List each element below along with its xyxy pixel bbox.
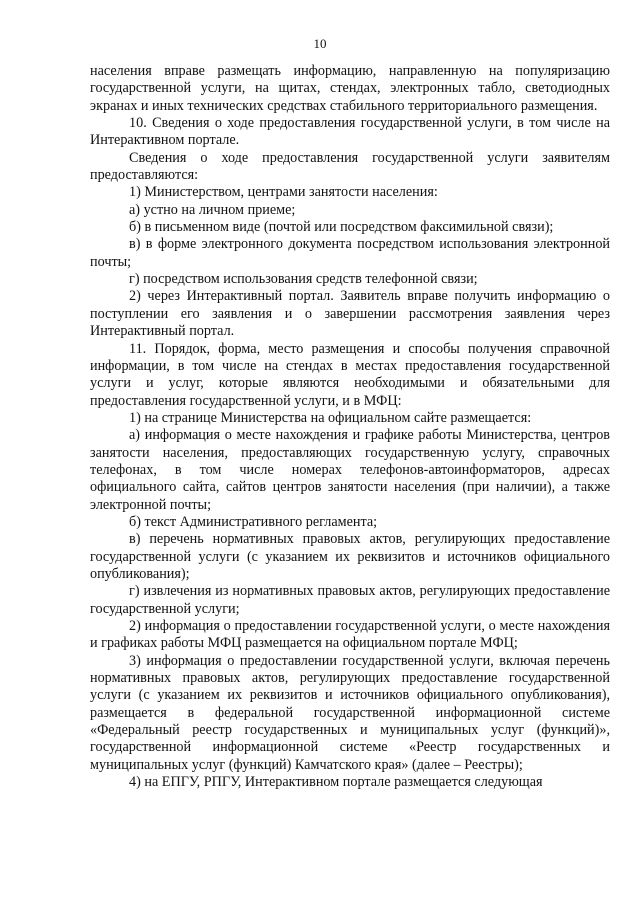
paragraph-8: г) посредством использования средств телефонной связи; [129, 271, 478, 288]
paragraph-10: 11. Порядок, форма, место размещения и способы получения справочной информации, в том числе на стендах в местах предоставления государственной услуги и услуг, которые являются необходимыми и обязательными для предоставления государственной услуги, и в МФЦ: [90, 340, 610, 409]
paragraph-13: б) текст Административного регламента; [129, 513, 378, 530]
document-body [90, 63, 610, 791]
paragraph-7: в) в форме электронного документа посредством использования электронной почты; [90, 236, 610, 270]
paragraph-3: Сведения о ходе предоставления государственной услуги заявителям предоставляются: [90, 149, 610, 184]
paragraph-18: 4) на ЕПГУ, РПГУ, Интерактивном портале размещается следующая [129, 774, 543, 791]
paragraph-5: а) устно на личном приеме; [129, 201, 296, 218]
paragraph-2: 10. Сведения о ходе предоставления государственной услуги, в том числе на Интерактивном портале. [90, 115, 610, 149]
paragraph-4: 1) Министерством, центрами занятости населения: [129, 184, 438, 201]
paragraph-14: в) перечень нормативных правовых актов, регулирующих предоставление государственной услуги (с указанием их реквизитов и источников официального опубликования); [90, 531, 610, 582]
paragraph-17: 3) информация о предоставлении государственной услуги, включая перечень нормативных правовых актов, регулирующих предоставление государственной услуги (с указанием их реквизитов и источников официального опубликования), размещается в федеральной государственной информационной системе «Федеральный реестр государственных и муниципальных услуг (функций)», государственной информационной системе «Реестр государственных и муниципальных услуг (функций) Камчатского края» (далее – Реестры); [90, 652, 610, 773]
paragraph-6: б) в письменном виде (почтой или посредством факсимильной связи); [129, 219, 554, 236]
paragraph-11: 1) на странице Министерства на официальном сайте размещается: [129, 409, 532, 426]
paragraph-12: а) информация о месте нахождения и графике работы Министерства, центров занятости населения, предоставляющих государственную услугу, справочных телефонах, в том числе номерах телефонов-автоинформаторов, адресах официального сайта, сайтов центров занятости населения (при наличии), а также электронной почты; [90, 427, 610, 513]
page-number: 10 [313, 36, 327, 51]
paragraph-16: 2) информация о предоставлении государственной услуги, о месте нахождения и графиках работы МФЦ размещается на официальном портале МФЦ; [90, 618, 610, 652]
paragraph-1: населения вправе размещать информацию, направленную на популяризацию государственной услуги, на щитах, стендах, электронных табло, светодиодных экранах и иных технических средствах стабильного территориального размещения. [90, 63, 610, 114]
paragraph-15: г) извлечения из нормативных правовых актов, регулирующих предоставление государственной услуги; [90, 583, 610, 617]
paragraph-9: 2) через Интерактивный портал. Заявитель вправе получить информацию о поступлении его заявления и о завершении рассмотрения заявления через Интерактивный портал. [90, 288, 610, 340]
